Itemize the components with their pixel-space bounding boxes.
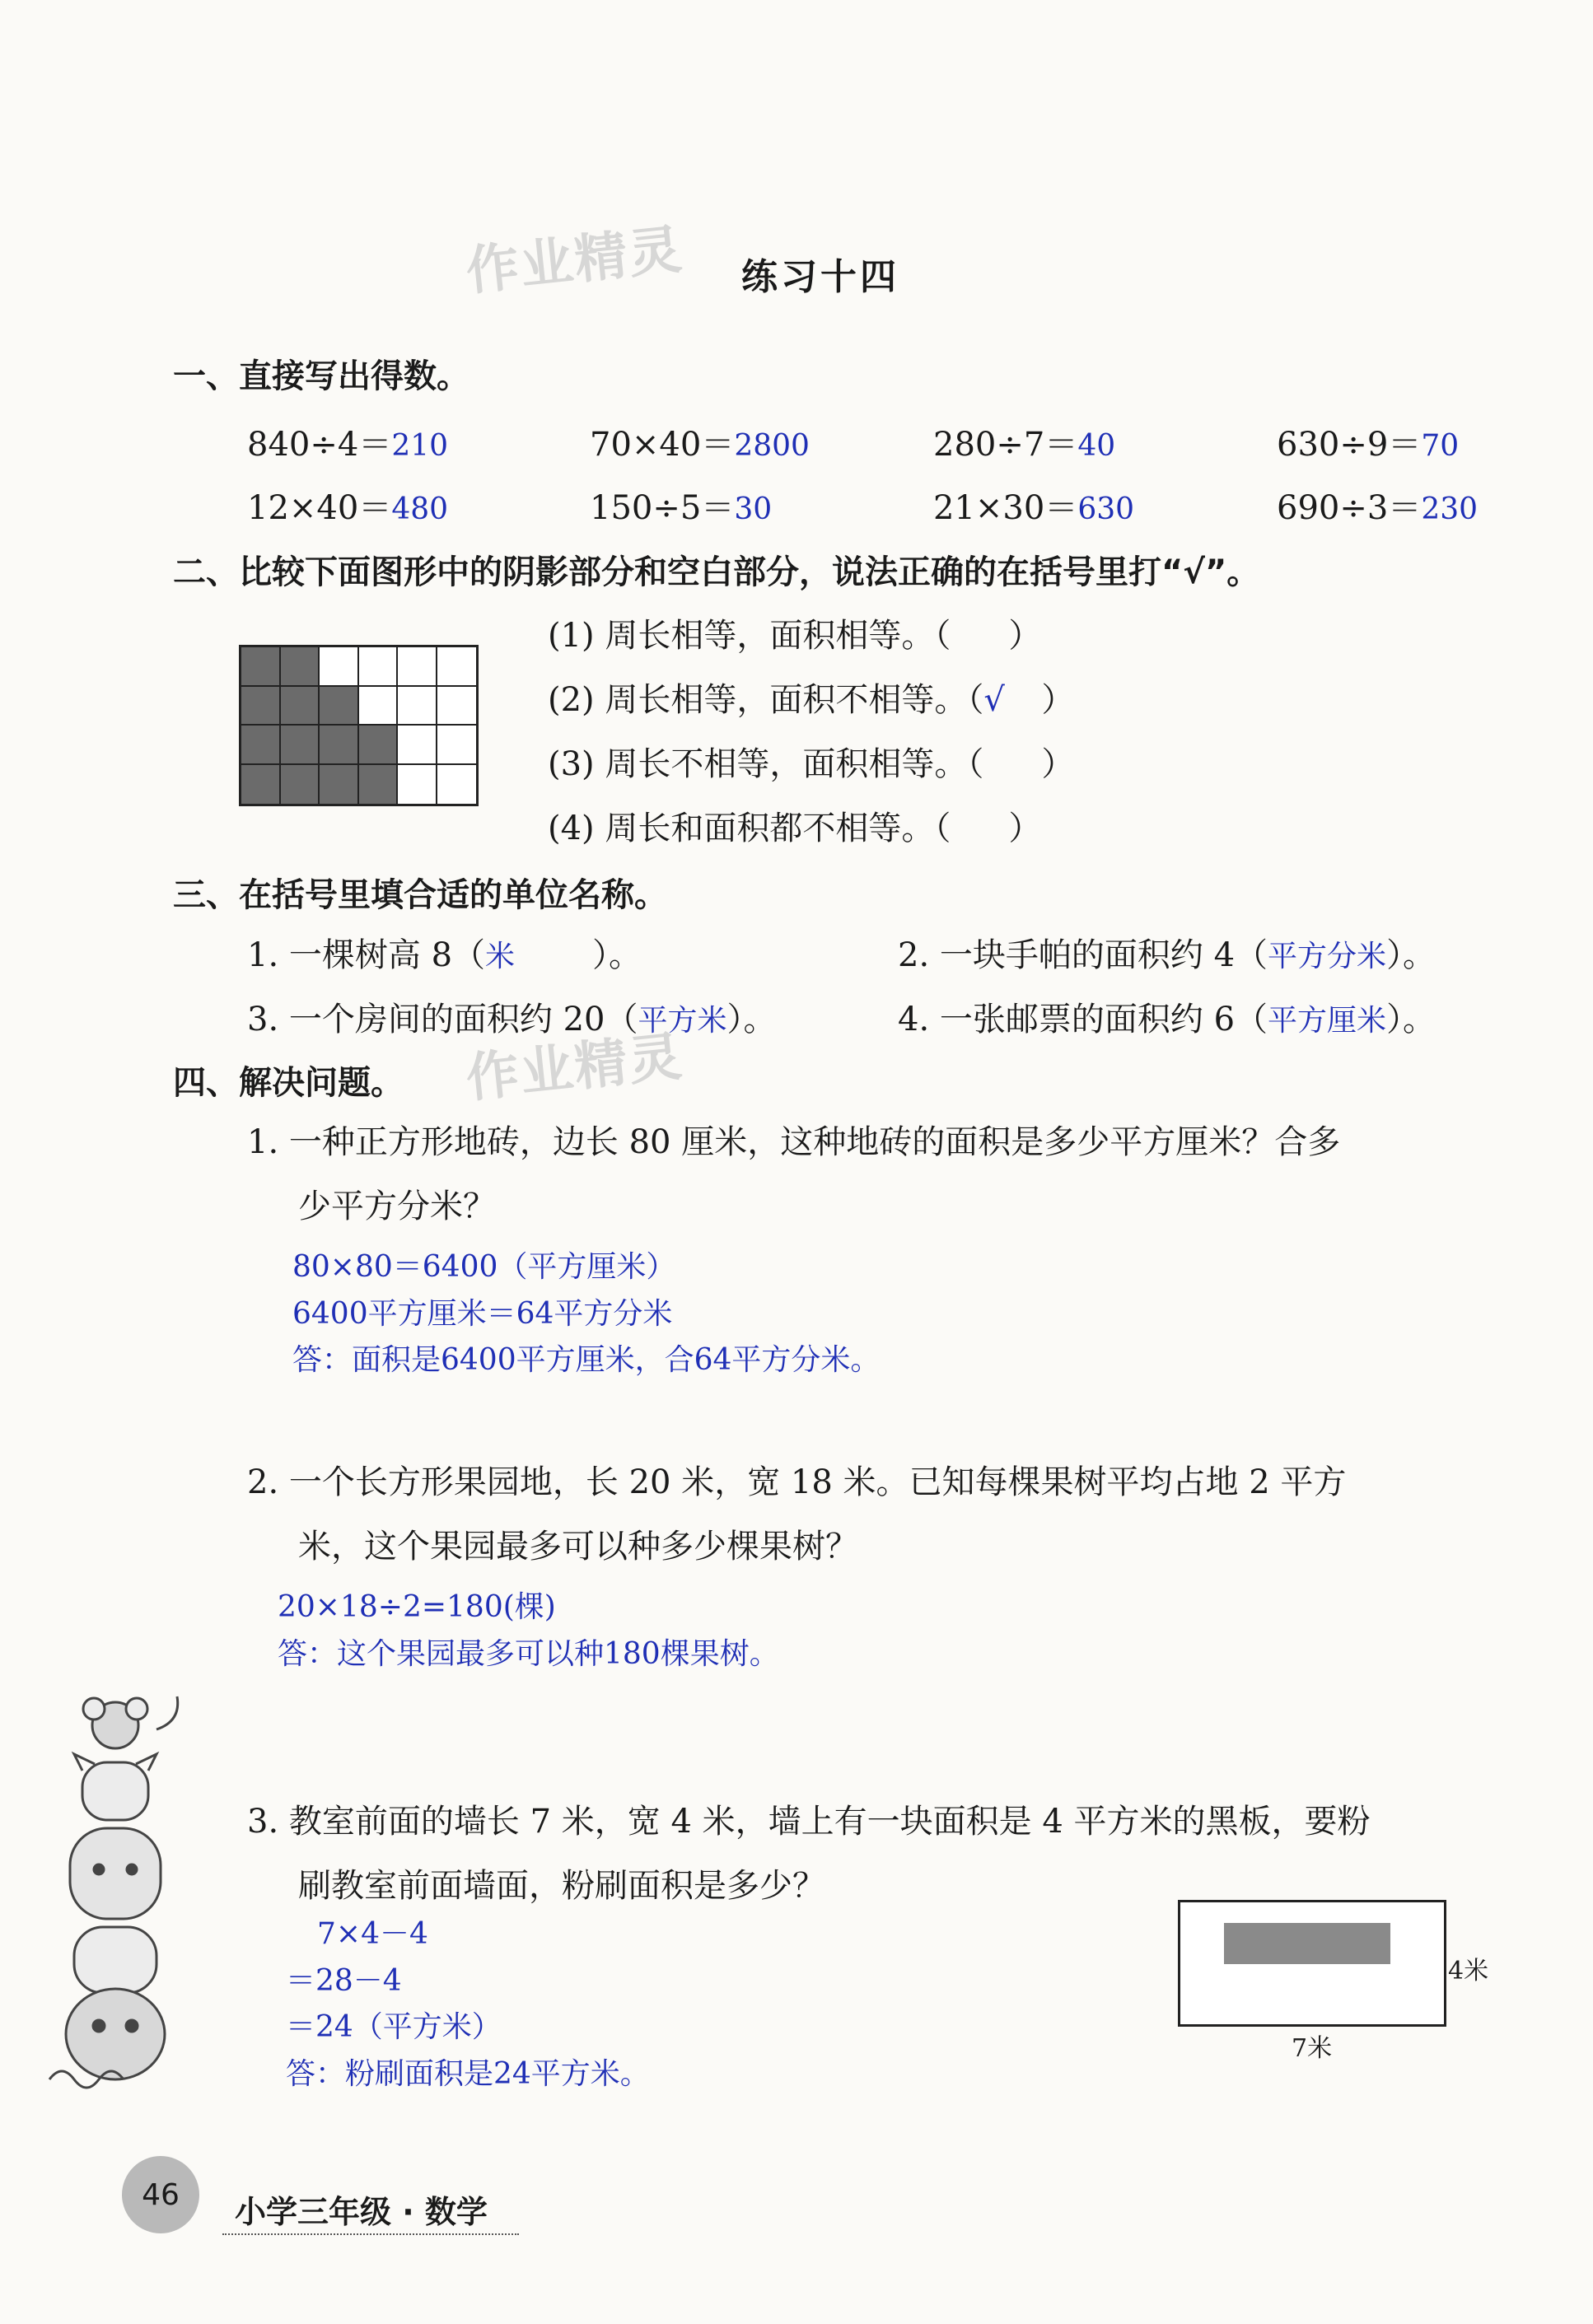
calc-item: 280÷7＝40: [933, 426, 1116, 464]
problem-3-text: 3. 教室前面的墙长 7 米，宽 4 米，墙上有一块面积是 4 平方米的黑板，要粉: [247, 1803, 1371, 1841]
problem-3-answer: 答：粉刷面积是24平方米。: [286, 2057, 650, 2091]
calc-item: 70×40＝2800: [590, 426, 810, 464]
wall-height-label: 4米: [1448, 1957, 1489, 1986]
problem-2-answer: 20×18÷2=180(棵): [278, 1590, 556, 1624]
problem-1-answer: 答：面积是6400平方厘米，合64平方分米。: [292, 1343, 881, 1377]
unit-item: 1. 一棵树高 8（米 ）。: [247, 936, 642, 974]
problem-3-answer: 7×4－4: [317, 1917, 428, 1951]
compare-option: (2) 周长相等，面积不相等。（√ ）: [548, 681, 1075, 719]
problem-2-text: 2. 一个长方形果园地，长 20 米，宽 18 米。已知每棵果树平均占地 2 平方: [247, 1463, 1347, 1501]
section-4-heading: 四、解决问题。: [173, 1064, 404, 1102]
unit-item: 2. 一块手帕的面积约 4（平方分米）。: [898, 936, 1437, 974]
problem-3-answer: ＝24（平方米）: [286, 2010, 502, 2044]
grid-cell: [241, 687, 281, 726]
check-mark: √: [983, 681, 1005, 719]
compare-option: (4) 周长和面积都不相等。（ ）: [548, 810, 1042, 847]
grid-cell: [359, 687, 399, 726]
book-footer-title: 小学三年级 · 数学: [235, 2194, 488, 2230]
grid-cell: [437, 647, 477, 687]
grid-cell: [281, 765, 320, 805]
grid-cell: [320, 647, 359, 687]
grid-cell: [359, 726, 399, 765]
grid-cell: [437, 726, 477, 765]
cat-mouse-mascot-illustration: [33, 1680, 198, 2092]
grid-cell: [398, 726, 437, 765]
calc-item: 150÷5＝30: [590, 489, 773, 527]
grid-cell: [281, 687, 320, 726]
footer-divider: [222, 2233, 519, 2235]
calc-item: 21×30＝630: [933, 489, 1135, 527]
grid-cell: [359, 647, 399, 687]
section-3-heading: 三、在括号里填合适的单位名称。: [173, 876, 667, 914]
grid-cell: [241, 726, 281, 765]
wall-width-label: 7米: [1292, 2034, 1333, 2063]
grid-cell: [398, 647, 437, 687]
compare-option: (1) 周长相等，面积相等。（ ）: [548, 617, 1042, 655]
calc-item: 12×40＝480: [247, 489, 449, 527]
watermark: 作业精灵: [463, 219, 686, 303]
grid-cell: [320, 687, 359, 726]
grid-cell: [398, 765, 437, 805]
grid-cell: [437, 687, 477, 726]
problem-1-text: 1. 一种正方形地砖，边长 80 厘米，这种地砖的面积是多少平方厘米？合多: [247, 1123, 1341, 1161]
problem-1-text: 少平方分米？: [298, 1188, 496, 1225]
grid-cell: [241, 765, 281, 805]
grid-cell: [241, 647, 281, 687]
calc-item: 630÷9＝70: [1277, 426, 1460, 464]
unit-item: 3. 一个房间的面积约 20（平方米）。: [247, 1001, 777, 1038]
page-number-badge: 46: [122, 2156, 199, 2233]
grid-cell: [320, 765, 359, 805]
grid-cell: [359, 765, 399, 805]
page-title: 练习十四: [741, 256, 899, 298]
problem-2-answer: 答：这个果园最多可以种180棵果树。: [278, 1637, 779, 1671]
section-2-heading: 二、比较下面图形中的阴影部分和空白部分，说法正确的在括号里打“√”。: [173, 553, 1260, 591]
calc-item: 840÷4＝210: [247, 426, 449, 464]
blackboard-rect: [1224, 1923, 1390, 1964]
shaded-grid-figure: [239, 645, 479, 806]
problem-1-answer: 80×80＝6400（平方厘米）: [292, 1250, 676, 1284]
section-1-heading: 一、直接写出得数。: [173, 357, 469, 395]
problem-3-answer: ＝28－4: [286, 1964, 402, 1998]
grid-cell: [320, 726, 359, 765]
watermark: 作业精灵: [463, 1026, 686, 1110]
problem-2-text: 米，这个果园最多可以种多少棵果树？: [298, 1528, 858, 1566]
grid-cell: [437, 765, 477, 805]
grid-cell: [281, 647, 320, 687]
problem-1-answer: 6400平方厘米＝64平方分米: [292, 1297, 673, 1331]
grid-cell: [398, 687, 437, 726]
grid-cell: [281, 726, 320, 765]
problem-3-text: 刷教室前面墙面，粉刷面积是多少？: [298, 1867, 825, 1905]
calc-item: 690÷3＝230: [1277, 489, 1479, 527]
unit-item: 4. 一张邮票的面积约 6（平方厘米）。: [898, 1001, 1437, 1038]
compare-option: (3) 周长不相等，面积相等。（ ）: [548, 745, 1075, 783]
